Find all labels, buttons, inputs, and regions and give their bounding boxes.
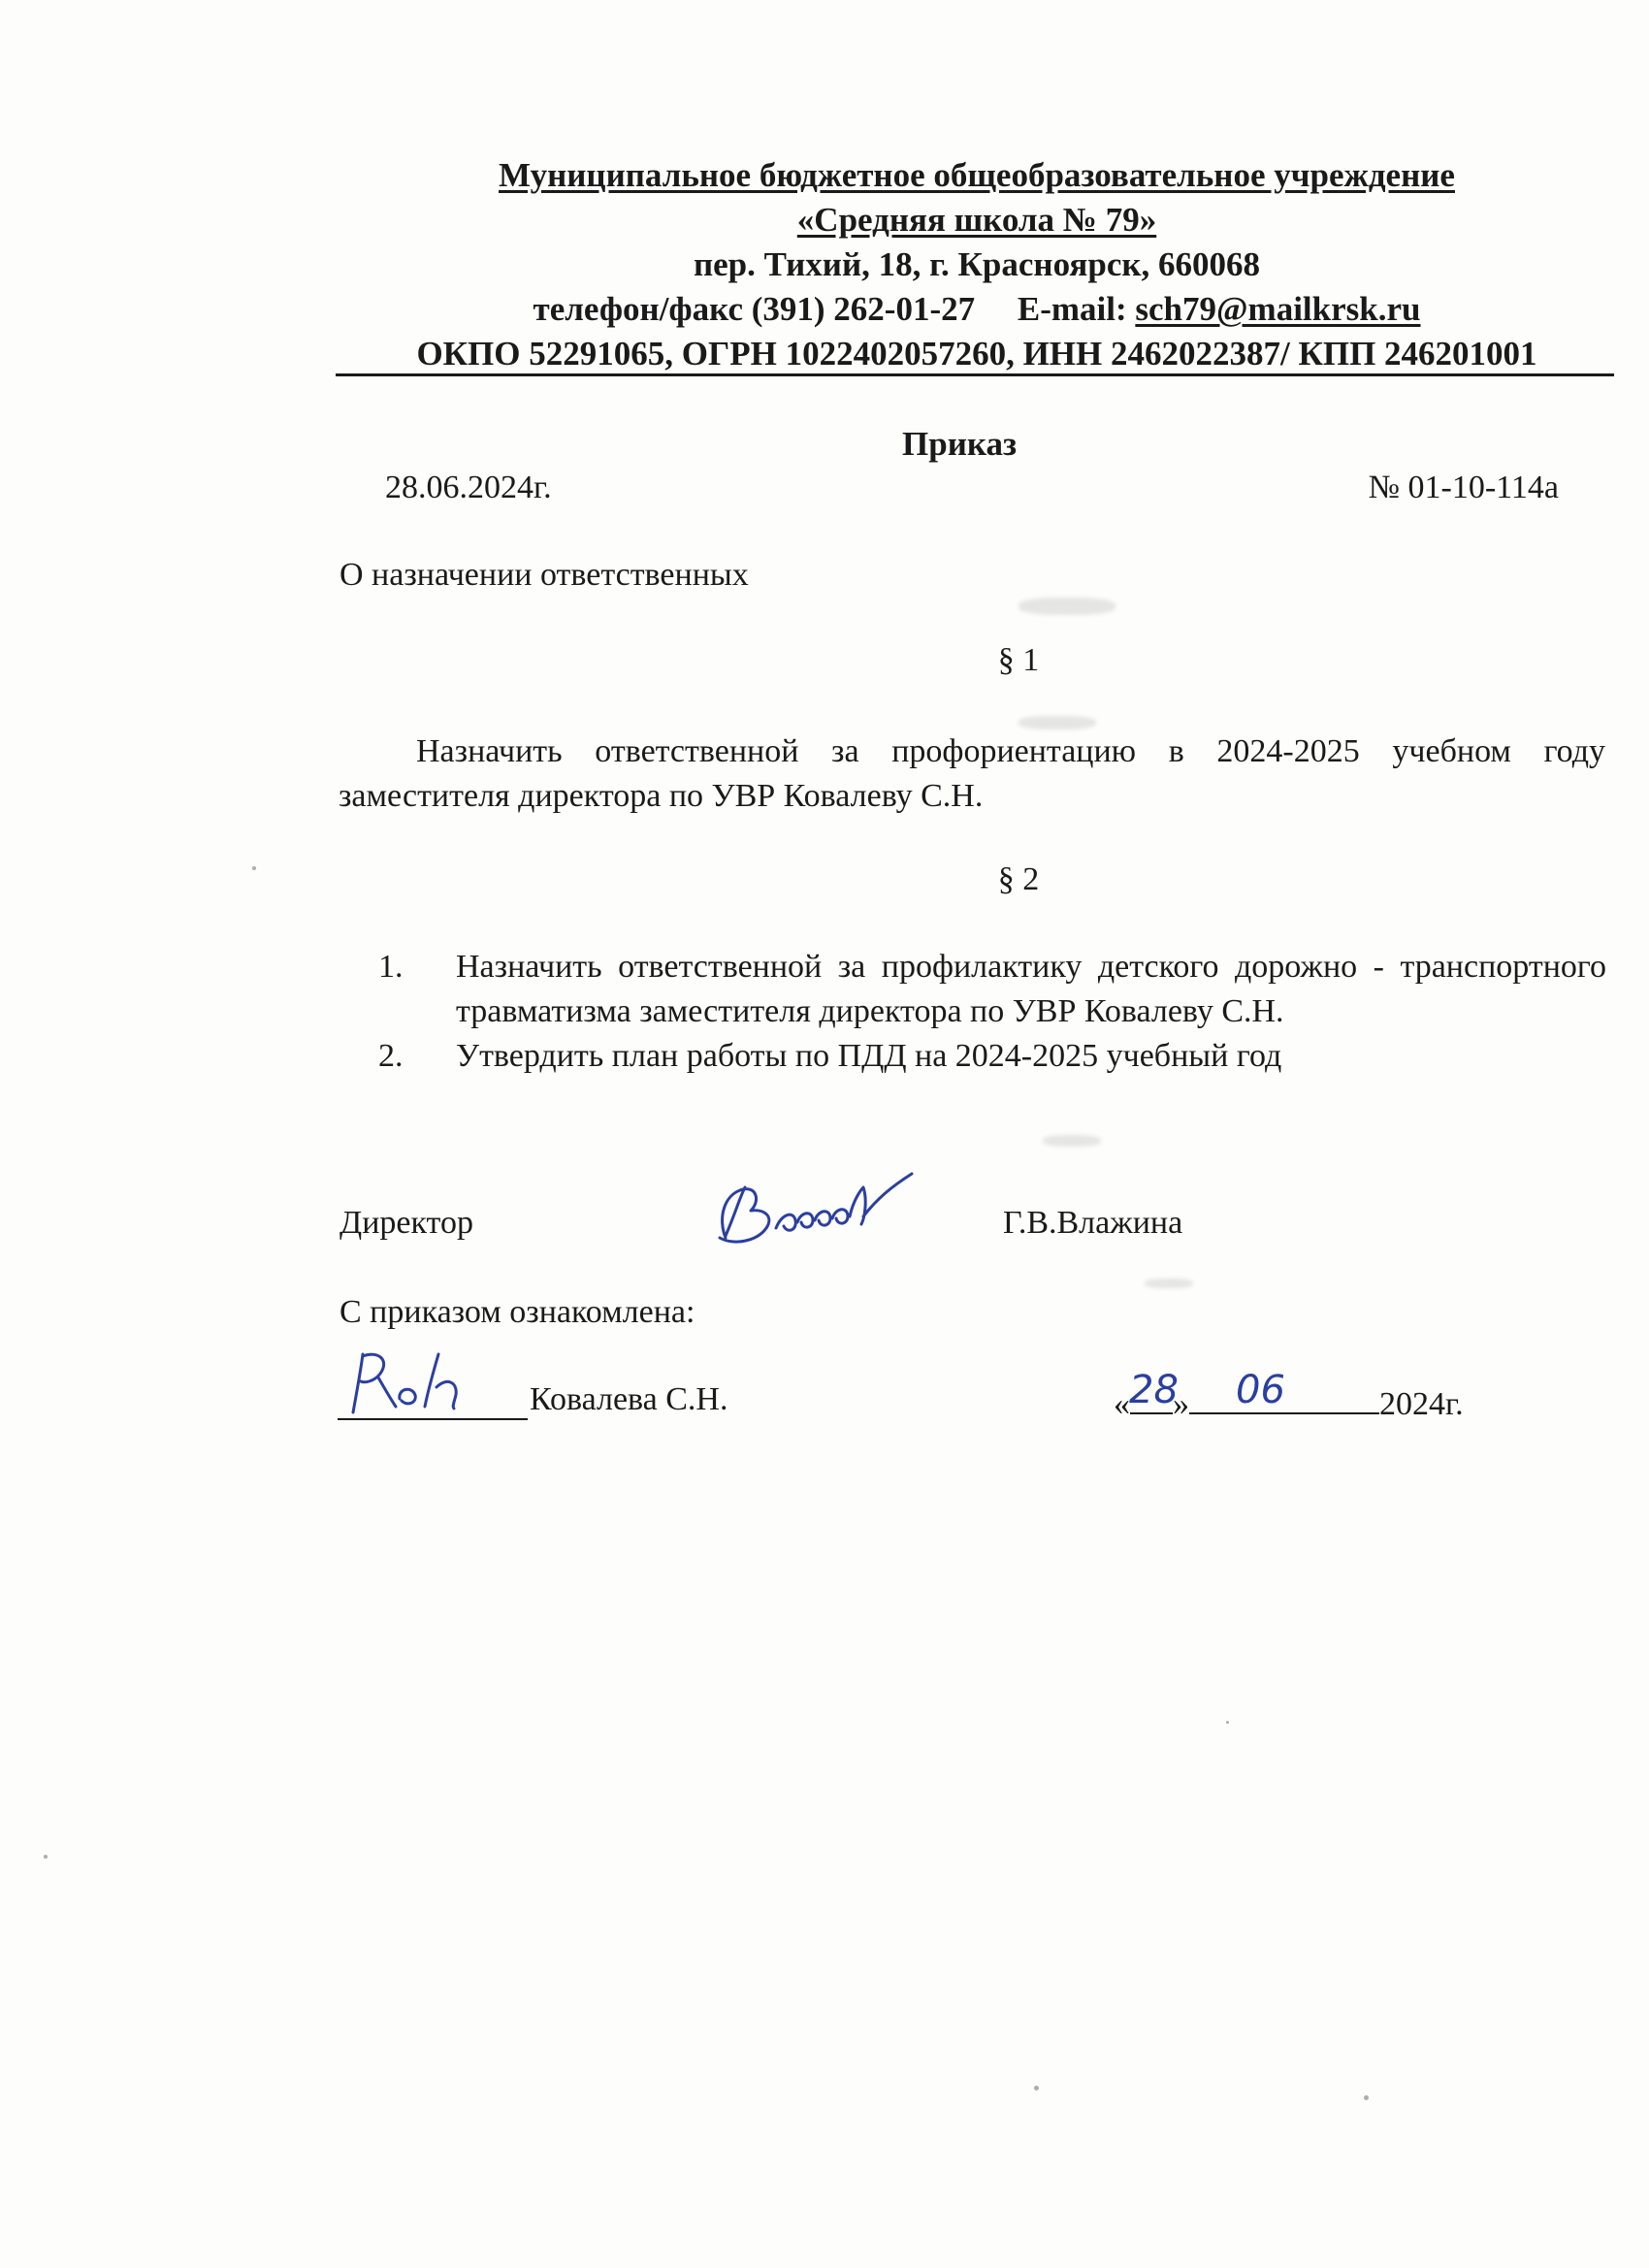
acknowledgement-date xyxy=(1114,1368,1464,1423)
list-item-number: 2. xyxy=(378,1038,404,1074)
order-subject: О назначении ответственных xyxy=(340,557,749,593)
signature-line xyxy=(338,1418,528,1420)
registration-codes: ОКПО 52291065, ОГРН 1022402057260, ИНН 2462022387/ КПП 246201001 xyxy=(416,335,1537,373)
email-label: E-mail: xyxy=(1017,290,1127,328)
list-item xyxy=(378,945,1606,1034)
order-number: № 01-10-114а xyxy=(1368,470,1559,505)
director-name: Г.В.Влажина xyxy=(1003,1205,1183,1241)
date-open-quote: « xyxy=(1114,1386,1130,1422)
school-name: «Средняя школа № 79» xyxy=(796,201,1157,239)
acknowledgement-label: С приказом ознакомлена: xyxy=(340,1294,695,1330)
section-1-sign: § 1 xyxy=(997,642,1040,678)
date-close-quote: » xyxy=(1173,1386,1189,1422)
school-address: пер. Тихий, 18, г. Красноярск, 660068 xyxy=(693,245,1261,283)
date-year: 2024г. xyxy=(1379,1386,1464,1422)
director-signature xyxy=(696,1160,949,1267)
acknowledgement-signature xyxy=(340,1343,514,1430)
section-1-text: Назначить ответственной за профориентацию в 2024-2025 учебном году заместителя директора по УВР Ковалеву С.Н. xyxy=(339,733,1605,814)
email-link[interactable]: sch79@mailkrsk.ru xyxy=(1135,290,1421,328)
date-month-handwritten: 06 xyxy=(1236,1368,1285,1412)
list-item-number: 1. xyxy=(378,949,404,985)
list-item xyxy=(378,1034,1606,1079)
order-date: 28.06.2024г. xyxy=(385,470,552,505)
list-item-text: Назначить ответственной за профилактику детского дорожно - транспортного травматизма заместителя директора по УВР Ковалеву С.Н. xyxy=(456,949,1606,1029)
phone-fax: телефон/факс (391) 262-01-27 xyxy=(533,290,976,328)
date-day-handwritten: 28 xyxy=(1129,1368,1179,1412)
list-item-text: Утвердить план работы по ПДД на 2024-2025 учебный год xyxy=(456,1038,1282,1074)
acknowledgement-name: Ковалева С.Н. xyxy=(530,1381,728,1417)
org-name: Муниципальное бюджетное общеобразовательное учреждение xyxy=(499,156,1455,194)
section-2-sign: § 2 xyxy=(997,861,1040,897)
director-title: Директор xyxy=(340,1205,473,1241)
order-title: Приказ xyxy=(902,425,1018,463)
header-divider xyxy=(336,373,1614,376)
contact-line xyxy=(338,287,1616,332)
letterhead xyxy=(338,153,1616,376)
section-2-list xyxy=(378,945,1606,1079)
